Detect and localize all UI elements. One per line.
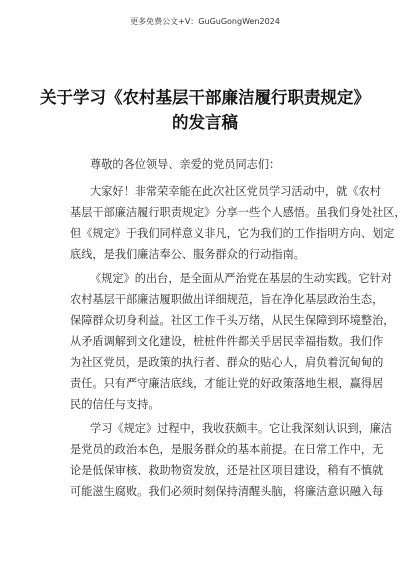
body-line: 大家好！非常荣幸能在此次社区党员学习活动中，就《农村 (90, 185, 381, 198)
header-note: 更多免费公文+V：GuGuGongWen2024 (130, 17, 280, 26)
document-title-line-2: 的发言稿 (172, 113, 238, 132)
body-line: 是党员的政治本色，是服务群众的基本前提。在日常工作中，无 (70, 443, 384, 456)
body-line: 民的信任与支持。 (70, 398, 160, 411)
body-line: 论是低保审核、救助物资发放，还是社区项目建设，稍有不慎就 (70, 464, 384, 477)
body-line: 底线，是我们廉洁奉公、服务群众的行动指南。 (70, 248, 305, 261)
body-line: 农村基层干部廉洁履职做出详细规范，旨在净化基层政治生态， (70, 293, 384, 306)
body-line: 学习《规定》过程中，我收获颇丰。它让我深刻认识到，廉洁 (90, 422, 393, 435)
greeting: 尊敬的各位领导、亲爱的党员同志们： (90, 158, 281, 171)
body-line: 从矛盾调解到文化建设，桩桩件件都关乎居民幸福指数。我们作 (70, 335, 384, 348)
body-line: 但《规定》于我们同样意义非凡，它为我们的工作指明方向、划定 (70, 227, 395, 240)
document-title-line-1: 关于学习《农村基层干部廉洁履行职责规定》 (40, 88, 370, 107)
body-line: 保障群众切身利益。社区工作千头万绪，从民生保障到环境整治， (70, 314, 395, 327)
body-line: 责任。只有严守廉洁底线，才能让党的好政策落地生根，赢得居 (70, 377, 384, 390)
body-line: 《规定》的出台，是全面从严治党在基层的生动实践。它针对 (90, 272, 393, 285)
body-line: 可能滋生腐败。我们必须时刻保持清醒头脑，将廉洁意识融入每 (70, 485, 384, 498)
body-line: 基层干部廉洁履行职责规定》分享一些个人感悟。虽我们身处社区， (70, 206, 406, 219)
body-line: 为社区党员，是政策的执行者、群众的贴心人，肩负着沉甸甸的 (70, 356, 384, 369)
